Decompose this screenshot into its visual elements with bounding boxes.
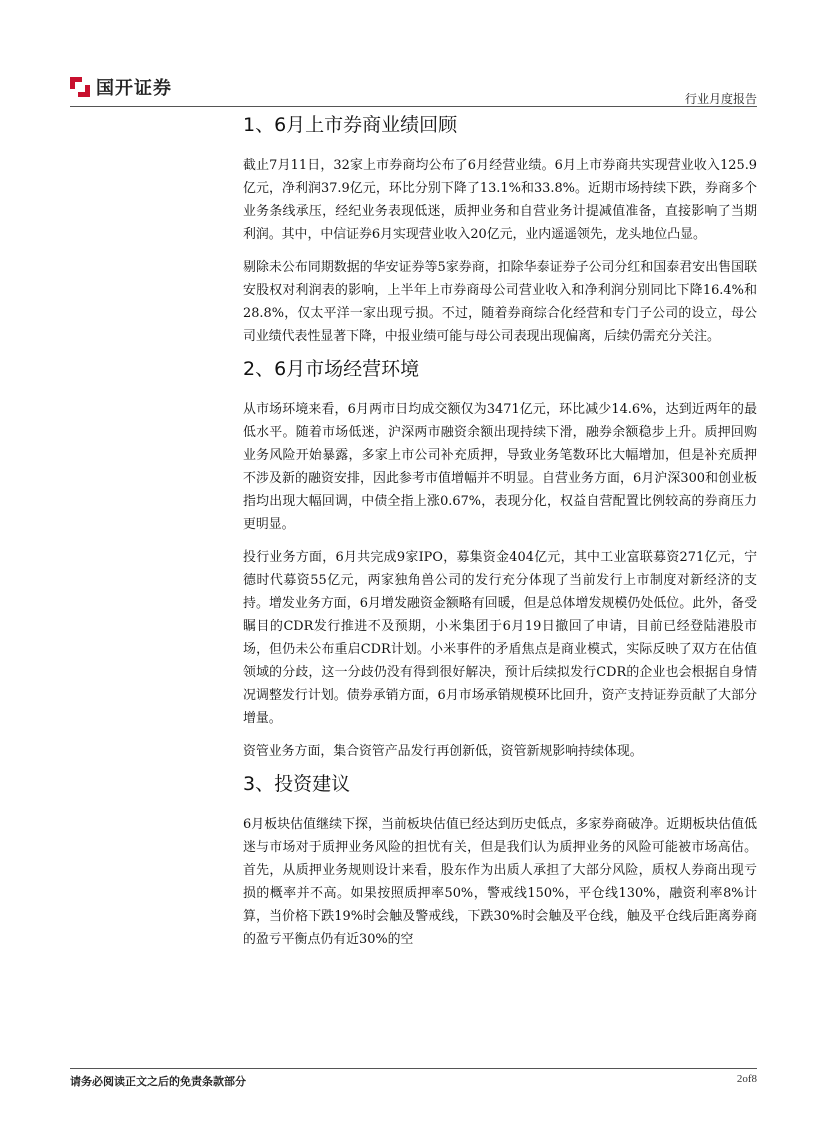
section-2-paragraph-3: 资管业务方面，集合资管产品发行再创新低，资管新规影响持续体现。: [243, 744, 643, 759]
footer-divider: [70, 1068, 757, 1069]
section-3-paragraph-1: 6月板块估值继续下探，当前板块估值已经达到历史低点，多家券商破净。近期板块估值低迷与市场对于质押业务风险的担忧有关，但是我们认为质押业务的风险可能被市场高估。首先，从质押业务规则设计来看，股东作为出质人承担了大部分风险，质权人券商出现亏损的概率并不高。如果按照质押率50%，警戒线150%，平仓线130%，融资利率8%计算，当价格下跌19%时会触及警戒线，下跌30%时会触及平仓线，触及平仓线后距离券商的盈亏平衡点仍有近30%的空: [243, 817, 757, 947]
section-title-3: 3、投资建议: [243, 773, 351, 795]
section-1-paragraph-1: 截止7月11日，32家上市券商均公布了6月经营业绩。6月上市券商共实现营业收入125.9亿元，净利润37.9亿元，环比分别下降了13.1%和33.8%。近期市场持续下跌，券商多个业务条线承压，经纪业务表现低迷，质押业务和自营业务计提减值准备，直接影响了当期利润。其中，中信证券6月实现营业收入20亿元，业内遥遥领先，龙头地位凸显。: [243, 158, 757, 242]
section-title-2: 2、6月市场经营环境: [243, 358, 420, 380]
page-number: 2of8: [736, 1073, 757, 1085]
section-1-paragraph-2: 剔除未公布同期数据的华安证券等5家券商，扣除华泰证券子公司分红和国泰君安出售国联安股权对利润表的影响，上半年上市券商母公司营业收入和净利润分别同比下降16.4%和28.8%，仅太平洋一家出现亏损。不过，随着券商综合化经营和专门子公司的设立，母公司业绩代表性显著下降，中报业绩可能与母公司表现出现偏离，后续仍需充分关注。: [243, 260, 757, 344]
brand-logo-icon: [70, 77, 90, 97]
section-2-paragraph-2: 投行业务方面，6月共完成9家IPO，募集资金404亿元，其中工业富联募资271亿元，宁德时代募资55亿元，两家独角兽公司的发行充分体现了当前发行上市制度对新经济的支持。增发业务方面，6月增发融资金额略有回暖，但是总体增发规模仍处低位。此外，备受瞩目的CDR发行推进不及预期，小米集团于6月19日撤回了申请，目前已经登陆港股市场，但仍未公布重启CDR计划。小米事件的矛盾焦点是商业模式，实际反映了双方在估值领域的分歧，这一分歧仍没有得到很好解决，预计后续拟发行CDR的企业也会根据自身情况调整发行计划。债券承销方面，6月市场承销规模环比回升，资产支持证券贡献了大部分增量。: [243, 550, 757, 726]
disclaimer-note: 请务必阅读正文之后的免责条款部分: [70, 1075, 246, 1088]
brand-name: 国开证券: [96, 78, 172, 99]
report-body: [243, 112, 757, 951]
section-title-1: 1、6月上市券商业绩回顾: [243, 114, 458, 136]
brand-logo: [70, 76, 172, 98]
header-divider: [70, 106, 757, 107]
section-2-paragraph-1: 从市场环境来看，6月两市日均成交额仅为3471亿元，环比减少14.6%，达到近两年的最低水平。随着市场低迷，沪深两市融资余额出现持续下滑，融券余额稳步上升。质押回购业务风险开始暴露，多家上市公司补充质押，导致业务笔数环比大幅增加，但是补充质押不涉及新的融资安排，因此参考市值增幅并不明显。自营业务方面，6月沪深300和创业板指均出现大幅回调，中债全指上涨0.67%，表现分化，权益自营配置比例较高的券商压力更明显。: [243, 402, 757, 532]
report-type: 行业月度报告: [684, 92, 757, 106]
